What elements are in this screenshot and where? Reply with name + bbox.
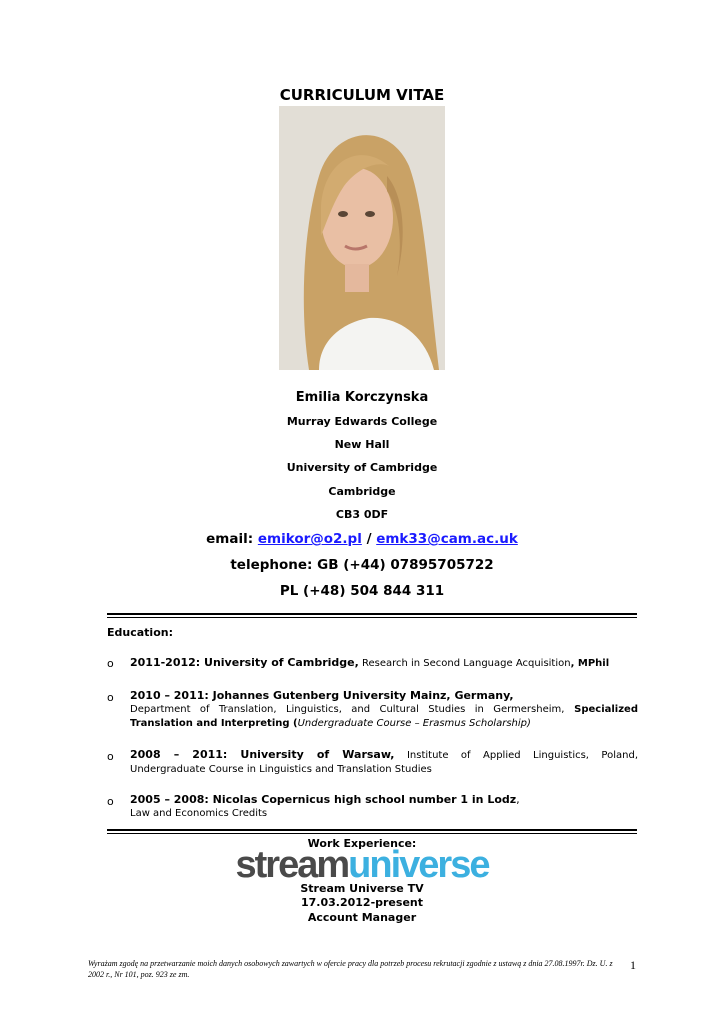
- address-line-university: University of Cambridge: [286, 461, 438, 474]
- education-item-mainz: [130, 689, 638, 731]
- education-item-dept: Department of Translation, Linguistics, and Cultural Studies in Germersheim,: [130, 704, 565, 715]
- education-item-text: Institute of Applied Linguistics, Poland,: [394, 750, 638, 761]
- education-item-line2: Law and Economics Credits: [130, 808, 268, 819]
- work-position: Account Manager: [307, 911, 417, 924]
- education-item-line2: Undergraduate Course in Linguistics and Translation Studies: [130, 764, 432, 775]
- stream-universe-logo: [0, 845, 724, 885]
- address-line-hall: New Hall: [334, 438, 390, 451]
- education-item-head: 2011-2012: University of Cambridge,: [130, 656, 359, 669]
- education-item-line1: [130, 748, 638, 763]
- education-item-course-type: Undergraduate Course – Erasmus Scholarship): [297, 718, 531, 729]
- education-item-head: 2008 – 2011: University of Warsaw,: [130, 748, 395, 761]
- education-item-comma: ,: [516, 794, 520, 806]
- email-label: email:: [206, 531, 254, 547]
- bullet-marker: o: [107, 750, 114, 763]
- person-name: Emilia Korczynska: [295, 390, 429, 405]
- work-company: Stream Universe TV: [300, 882, 424, 895]
- address-line-city: Cambridge: [328, 485, 396, 498]
- section-divider-work: [107, 829, 637, 831]
- work-heading: Work Experience:: [307, 837, 417, 850]
- bullet-marker: o: [107, 657, 114, 670]
- education-item-line3: [130, 717, 638, 731]
- logo-stream: stream: [235, 844, 349, 886]
- education-item-degree: , MPhil: [570, 658, 610, 669]
- education-item-head: 2010 – 2011: Johannes Gutenberg University Mainz, Germany,: [130, 689, 514, 702]
- profile-photo: [279, 106, 445, 370]
- document-title: CURRICULUM VITAE: [279, 86, 445, 104]
- section-divider-top: [107, 613, 637, 615]
- address-line-college: Murray Edwards College: [286, 415, 438, 428]
- page-number: 1: [630, 958, 636, 972]
- section-divider-work-thin: [107, 833, 637, 834]
- bullet-marker: o: [107, 691, 114, 704]
- education-item-copernicus: [130, 793, 638, 821]
- address-line-postcode: CB3 0DF: [335, 508, 389, 521]
- education-item-specialized: Specialized: [564, 704, 638, 715]
- education-item-line2: [130, 703, 638, 717]
- education-heading: Education:: [107, 626, 173, 639]
- bullet-marker: o: [107, 795, 114, 808]
- email-separator: /: [366, 531, 372, 547]
- section-divider-top-thin: [107, 617, 637, 618]
- portrait-illustration: [279, 106, 445, 370]
- work-period: 17.03.2012-present: [300, 896, 423, 909]
- education-item-head: 2005 – 2008: Nicolas Copernicus high school number 1 in Lodz: [130, 793, 517, 806]
- telephone-gb: telephone: GB (+44) 07895705722: [230, 557, 494, 573]
- email-line: [0, 531, 724, 547]
- email-link-cam[interactable]: emk33@cam.ac.uk: [376, 531, 518, 547]
- email-link-o2[interactable]: emikor@o2.pl: [257, 531, 362, 547]
- logo-universe: universe: [348, 844, 489, 886]
- education-item-cambridge: [130, 656, 638, 671]
- education-item-specialization: Translation and Interpreting (: [130, 718, 298, 729]
- education-item-warsaw: [130, 748, 638, 777]
- telephone-pl: PL (+48) 504 844 311: [279, 583, 445, 599]
- education-item-text: Research in Second Language Acquisition: [358, 658, 571, 669]
- footer-consent-clause: Wyrażam zgodę na przetwarzanie moich danych osobowych zawartych w ofercie pracy dla potrzeb procesu rekrutacji zgodnie z ustawą z dnia 27.08.1997r. Dz. U. z 2002 r., Nr 101, poz. 923 ze zm.: [88, 959, 613, 979]
